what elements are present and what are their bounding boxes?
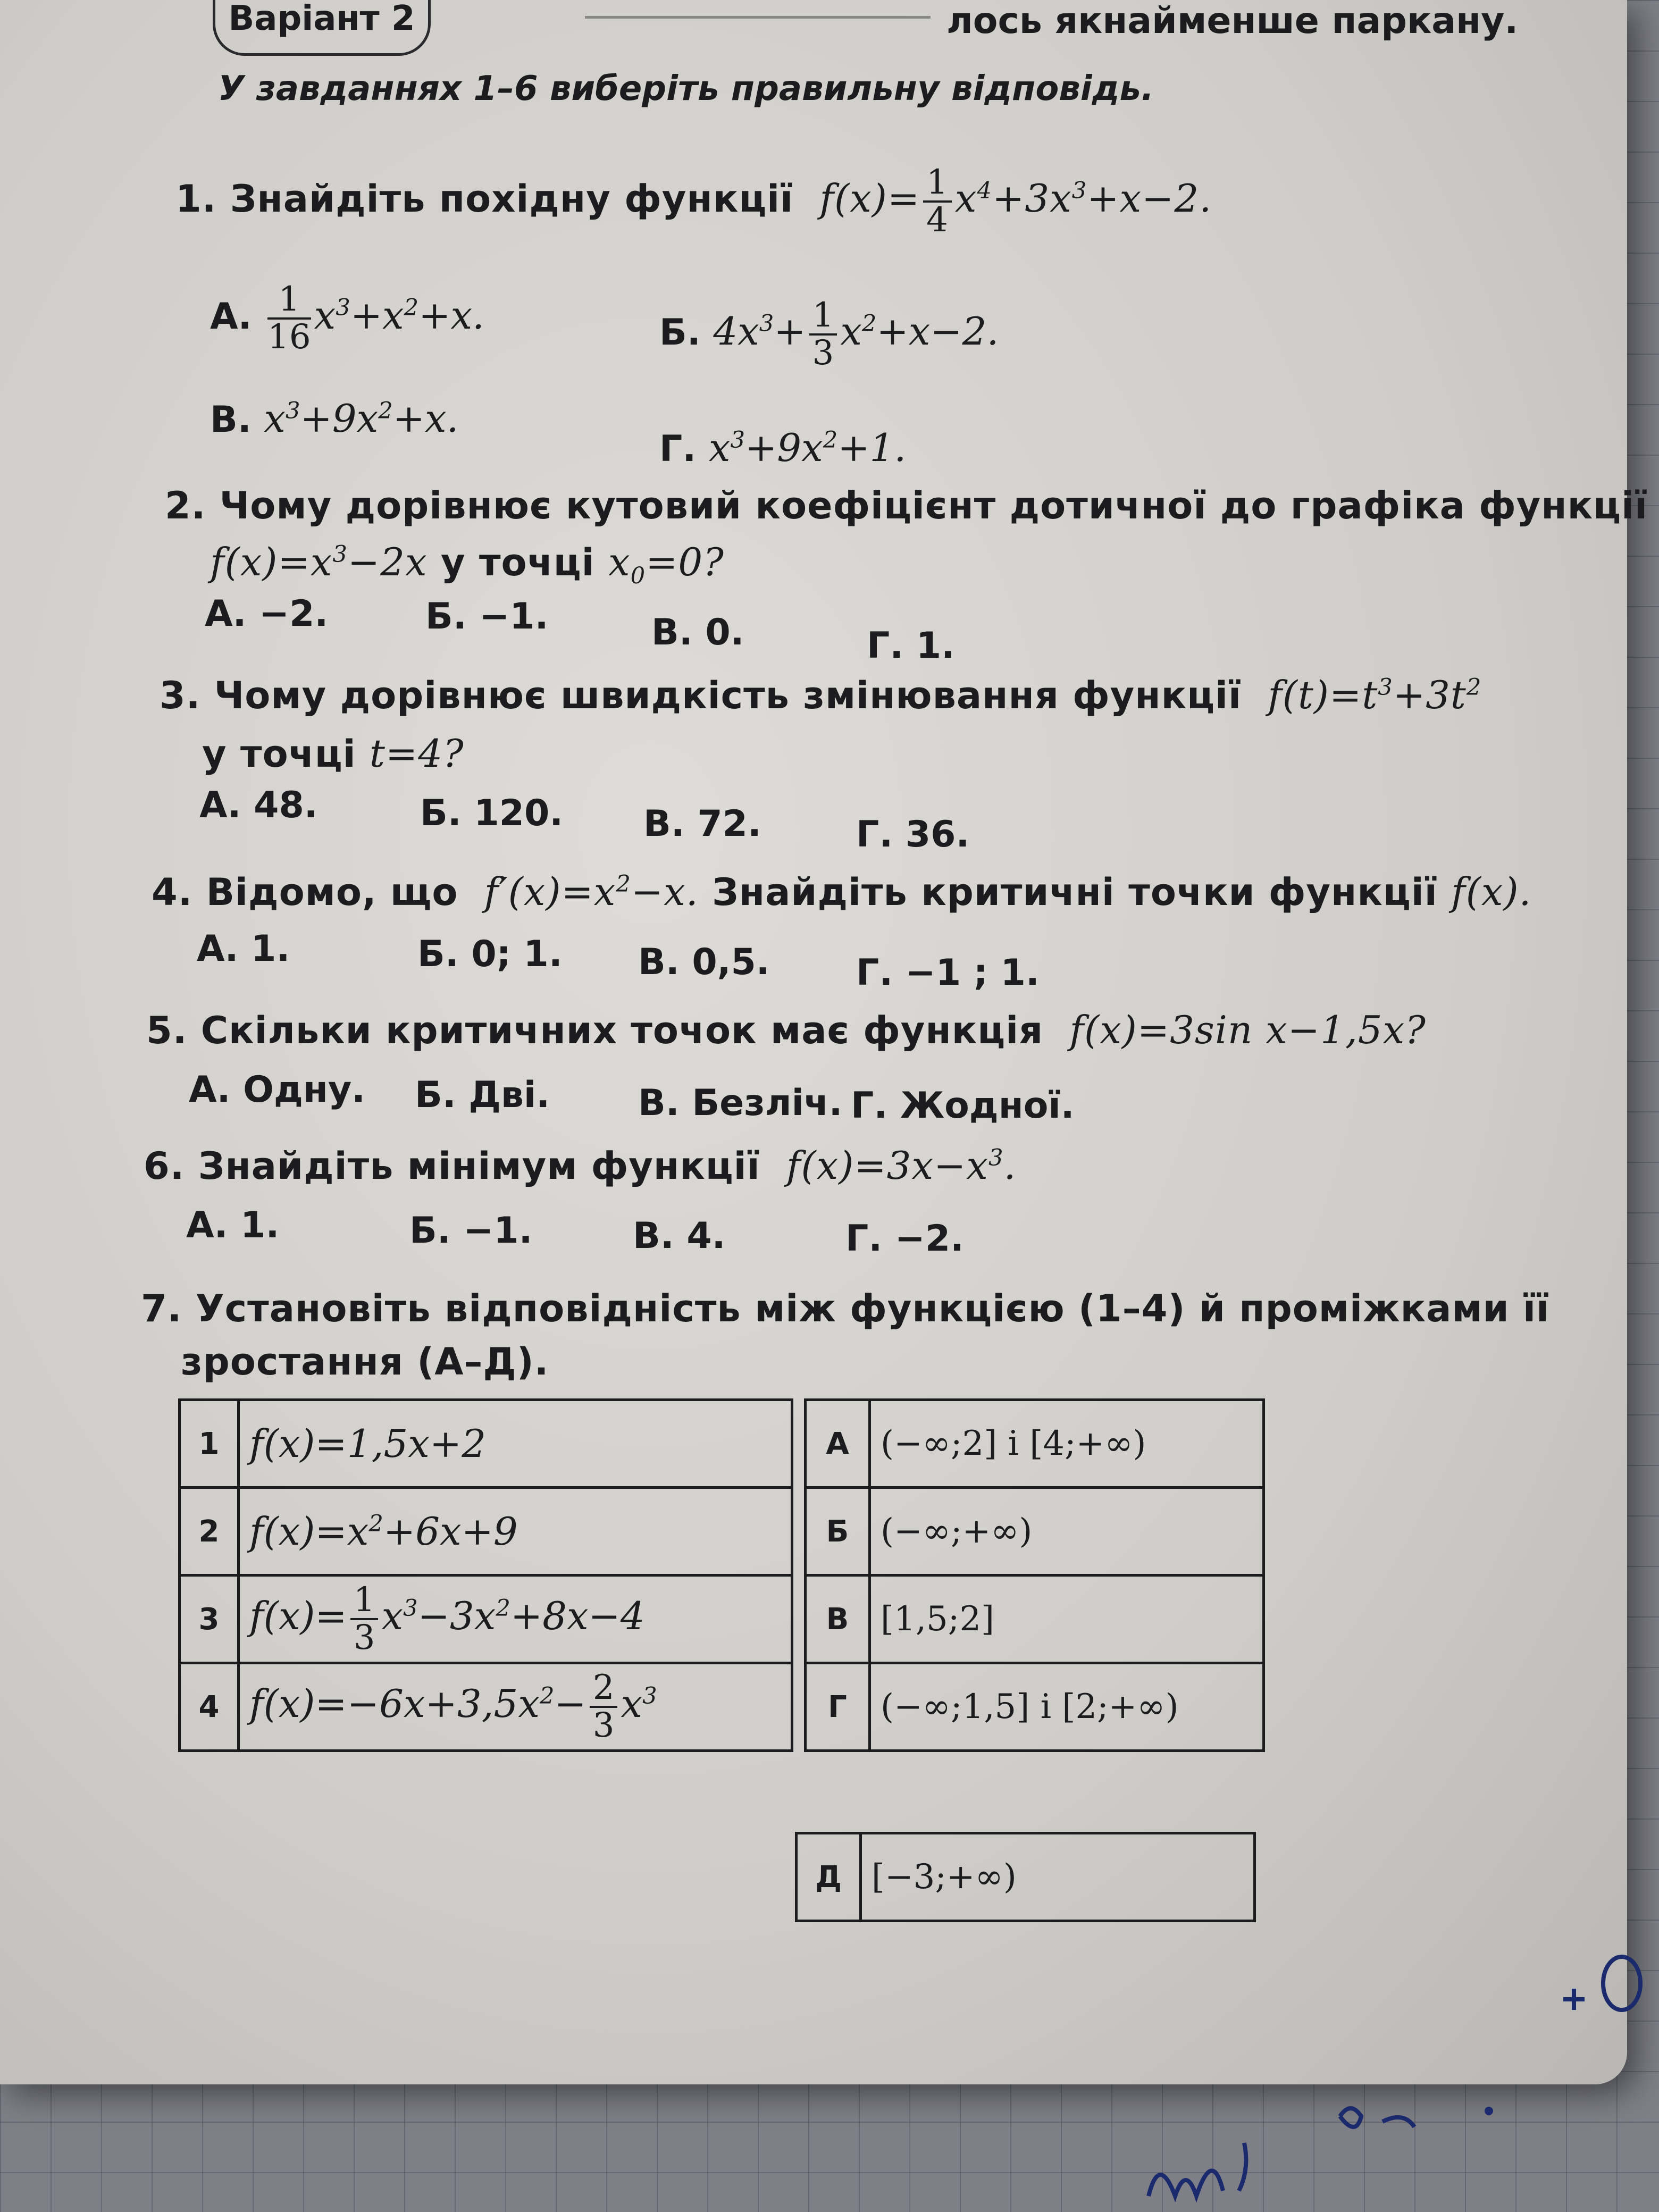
question-text: Чому дорівнює кутовий коефіцієнт дотичної до графіка функції — [219, 484, 1648, 527]
option-a[interactable]: А. 1. — [186, 1204, 280, 1246]
option-b[interactable]: Б. −1. — [409, 1210, 533, 1252]
option-g[interactable]: Г. Жодної. — [851, 1085, 1075, 1127]
matching-table — [178, 1398, 1265, 1752]
table-row — [180, 1576, 1264, 1663]
table-row — [180, 1488, 1264, 1576]
interval-letter: В — [806, 1576, 870, 1663]
option-b[interactable]: Б. 120. — [420, 792, 564, 834]
question-1 — [175, 165, 1212, 238]
interval-value: (−∞;1,5] і [2;+∞) — [870, 1663, 1264, 1751]
question-text: Скільки критичних точок має функція — [200, 1009, 1044, 1052]
question-text: Установіть відповідність між функцією (1–4) й проміжками її — [195, 1287, 1550, 1330]
question-number: 5. — [146, 1009, 188, 1052]
variant-label: Варіант 2 — [213, 0, 431, 56]
option-v[interactable]: В. 72. — [643, 803, 761, 845]
option-a[interactable]: А. 1. — [197, 928, 290, 970]
table-row — [180, 1663, 1264, 1751]
question-number: 6. — [144, 1144, 185, 1188]
option-a[interactable]: А. 48. — [199, 784, 318, 826]
question-number: 3. — [160, 674, 201, 717]
interval-letter: Д — [797, 1833, 861, 1921]
question-4: 4. Відомо, що $f'(x)=x^2-x$. Знайдіть критичні точки функції f(x). — [152, 869, 1532, 914]
option-v[interactable]: В. 4. — [633, 1215, 726, 1257]
question-number: 7. — [141, 1287, 182, 1330]
option-b[interactable]: Б. 0; 1. — [417, 933, 563, 975]
question-text: Відомо, що — [206, 870, 458, 914]
option-g[interactable]: Г. $x^3+9x^2+1$. — [659, 425, 907, 470]
handwriting-scribble — [1117, 1914, 1648, 2212]
table-row — [797, 1833, 1255, 1921]
top-divider — [585, 16, 931, 19]
interval-letter: Б — [806, 1488, 870, 1576]
question-number: 2. — [165, 484, 206, 527]
previous-task-fragment: лось якнайменше паркану. — [946, 0, 1519, 42]
interval-value: [−3;+∞) — [861, 1833, 1255, 1921]
question-text: у точці — [440, 541, 595, 584]
question-3: 3. Чому дорівнює швидкість змінювання функції $f(t)=t^3+3t^2$ — [160, 673, 1482, 717]
interval-value: (−∞;+∞) — [870, 1488, 1264, 1576]
interval-letter: А — [806, 1400, 870, 1488]
instructions: У завданнях 1–6 виберіть правильну відповідь. — [218, 69, 1154, 108]
interval-letter: Г — [806, 1663, 870, 1751]
function-formula: $f(x)=x^2+6x+9$ — [239, 1488, 792, 1576]
function-index: 2 — [180, 1488, 239, 1576]
question-7 — [141, 1287, 1549, 1330]
formula: f(x)= $\frac{1}{4}$ $x^4+3x^3+x-2$. — [807, 163, 1212, 240]
option-g[interactable]: Г. −2. — [845, 1218, 964, 1260]
question-3-line2: у точці t=4? — [202, 731, 464, 776]
interval-value: [1,5;2] — [870, 1576, 1264, 1663]
function-index: 1 — [180, 1400, 239, 1488]
option-b[interactable]: Б. Дві. — [415, 1074, 550, 1116]
extra-interval-table — [795, 1832, 1256, 1922]
option-g[interactable]: Г. 1. — [867, 625, 955, 667]
option-v[interactable]: В. 0. — [651, 611, 744, 653]
question-text: у точці — [202, 732, 356, 776]
table-row — [180, 1400, 1264, 1488]
question-text: Знайдіть мінімум функції — [198, 1144, 760, 1188]
question-7-line2 — [181, 1340, 549, 1384]
question-text: Чому дорівнює швидкість змінювання функції — [214, 674, 1242, 717]
function-index: 3 — [180, 1576, 239, 1663]
option-b[interactable]: Б. $4x^3+$ $\frac{1}{3}$ $x^2+x-2$. — [659, 296, 999, 373]
question-number: 1. — [175, 177, 217, 221]
option-g[interactable]: Г. −1 ; 1. — [856, 952, 1040, 994]
option-a[interactable]: А. Одну. — [189, 1069, 365, 1111]
function-index: 4 — [180, 1663, 239, 1751]
function-formula: $f(x)=-6x+3,5x^2-$ $\frac{2}{3}$ $x^3$ — [239, 1663, 792, 1751]
question-text: Знайдіть критичні точки функції — [712, 870, 1438, 914]
option-v[interactable]: В. Безліч. — [638, 1082, 843, 1124]
option-v[interactable]: В. 0,5. — [638, 941, 770, 983]
question-2-line2: $f(x)=x^3-2x$ у точці $x_0=0$? — [210, 540, 724, 590]
option-g[interactable]: Г. 36. — [856, 814, 970, 856]
question-5: 5. Скільки критичних точок має функція f(x)=3sin x−1,5x? — [146, 1008, 1426, 1052]
option-a[interactable]: А. −2. — [205, 593, 329, 635]
interval-value: (−∞;2] і [4;+∞) — [870, 1400, 1264, 1488]
option-b[interactable]: Б. −1. — [425, 596, 549, 638]
option-a[interactable]: А. $\frac{1}{16}$ $x^3+x^2+x$. — [210, 280, 484, 357]
function-formula: f(x)= $\frac{1}{3}$ $x^3-3x^2+8x-4$ — [239, 1576, 792, 1663]
question-text: Знайдіть похідну функції — [230, 177, 794, 221]
question-6: 6. Знайдіть мінімум функції $f(x)=3x-x^3$. — [144, 1143, 1017, 1188]
question-2 — [165, 484, 1648, 527]
option-v[interactable]: В. $x^3+9x^2+x$. — [210, 396, 459, 441]
function-formula: f(x)=1,5x+2 — [239, 1400, 792, 1488]
question-number: 4. — [152, 870, 193, 914]
question-text: зростання (А–Д). — [181, 1340, 549, 1384]
